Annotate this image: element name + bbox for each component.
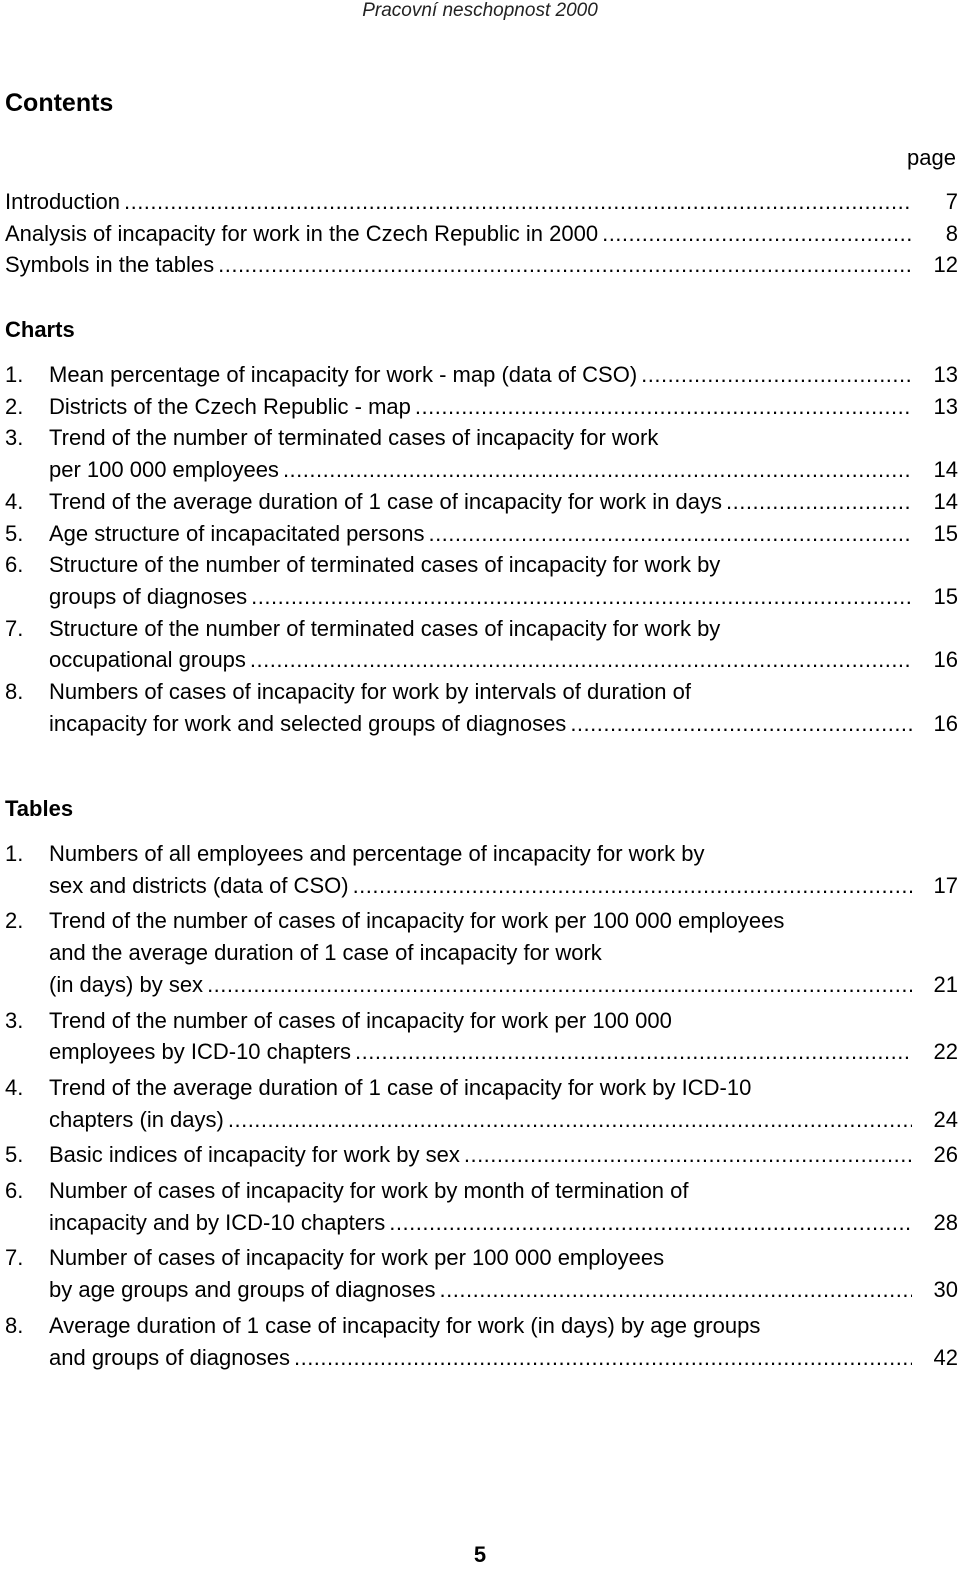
toc-entry-chart-7[interactable] [5,613,960,676]
toc-entry-table-8[interactable] [5,1310,960,1373]
toc-entry-title: chapters (in days) [49,1106,224,1132]
toc-entry-number: 5. [5,1142,24,1168]
dot-leader [415,391,912,423]
page-column-label: page [907,145,956,170]
toc-entry-title-line: Numbers of cases of incapacity for work by intervals of duration of [49,679,691,705]
toc-entry-title: incapacity and by ICD-10 chapters [49,1209,386,1235]
toc-entry-title: Analysis of incapacity for work in the Czech Republic in 2000 [5,220,599,246]
toc-entry-page-number: 16 [933,647,958,673]
toc-entry-page-number: 15 [933,583,958,609]
dot-leader [283,454,912,486]
toc-entry-table-3[interactable] [5,1005,960,1068]
toc-entry-number: 6. [5,552,24,578]
dot-leader [428,518,912,550]
toc-entry-title: employees by ICD-10 chapters [49,1039,352,1065]
toc-entry-page-number: 28 [933,1209,958,1235]
dot-leader [464,1139,912,1171]
toc-entry-table-2[interactable] [5,905,960,1000]
dot-leader [570,708,912,740]
toc-entry-page-number: 15 [933,520,958,546]
toc-entry-page-number: 24 [933,1106,958,1132]
toc-entry-title: Symbols in the tables [5,252,215,278]
toc-entry-chart-1[interactable] [5,359,960,391]
toc-tables-list [5,838,960,1373]
toc-entry-title: Mean percentage of incapacity for work - map (data of CSO) [49,362,638,387]
toc-entry-title-line: Structure of the number of terminated cases of incapacity for work by [49,615,721,641]
toc-entry-chart-6[interactable] [5,549,960,612]
toc-entry-page-number: 21 [933,971,958,997]
toc-entry-number: 6. [5,1178,24,1204]
toc-entry-title-line: Average duration of 1 case of incapacity for work (in days) by age groups [49,1312,761,1338]
toc-entry-table-5[interactable] [5,1139,960,1171]
toc-entry-page-number: 14 [933,457,958,483]
toc-entry-number: 4. [5,1074,24,1100]
dot-leader [207,969,912,1001]
toc-entry-title: groups of diagnoses [49,583,248,609]
toc-entry-page-number: 13 [933,362,958,387]
toc-entry-chart-4[interactable] [5,486,960,518]
toc-entry-chart-8[interactable] [5,676,960,739]
toc-entry-number: 8. [5,679,24,705]
dot-leader [726,486,912,518]
page-number: 5 [473,1542,487,1567]
toc-entry-title-line: Trend of the number of terminated cases of incapacity for work [49,425,659,451]
running-head: Pracovní neschopnost 2000 [362,0,598,21]
dot-leader [294,1342,912,1374]
toc-entry-number: 5. [5,520,24,546]
toc-entry-number: 3. [5,1007,24,1033]
toc-entry-table-7[interactable] [5,1242,960,1305]
toc-entry-symbols[interactable] [5,249,960,281]
toc-entry-chart-5[interactable] [5,518,960,550]
toc-entry-title: Districts of the Czech Republic - map [49,393,411,419]
dot-leader [389,1207,912,1239]
toc-entry-title-line: Numbers of all employees and percentage of incapacity for work by [49,841,705,866]
dot-leader [124,186,912,218]
toc-entry-title: Age structure of incapacitated persons [49,520,425,546]
toc-entry-title: occupational groups [49,647,246,673]
dot-leader [218,249,912,281]
toc-entry-table-6[interactable] [5,1175,960,1238]
toc-entry-title: Trend of the average duration of 1 case of incapacity for work in days [49,488,722,514]
toc-entry-introduction[interactable] [5,186,960,218]
dot-leader [353,870,912,902]
toc-entry-title-line: Structure of the number of terminated cases of incapacity for work by [49,552,721,578]
toc-entry-title: sex and districts (data of CSO) [49,872,349,898]
toc-entry-page-number: 7 [945,189,958,214]
dot-leader [251,581,912,613]
toc-entry-page-number: 22 [933,1039,958,1065]
toc-entry-title-line: Trend of the number of cases of incapacity for work per 100 000 [49,1007,672,1033]
toc-entry-title: Basic indices of incapacity for work by sex [49,1142,460,1168]
toc-entry-title: and groups of diagnoses [49,1344,290,1370]
page-title: Contents [5,89,114,117]
toc-entry-title: (in days) by sex [49,971,204,997]
toc-entry-title-line: and the average duration of 1 case of incapacity for work [49,940,602,966]
toc-entry-page-number: 12 [933,252,958,278]
toc-entry-page-number: 14 [933,488,958,514]
toc-entry-title-line: Number of cases of incapacity for work by month of termination of [49,1178,689,1204]
toc-intro-list [5,186,960,281]
dot-leader [440,1274,912,1306]
dot-leader [355,1036,912,1068]
section-heading-tables: Tables [5,796,74,821]
toc-entry-number: 7. [5,1245,24,1271]
toc-entry-number: 3. [5,425,24,451]
toc-entry-title-line: Trend of the number of cases of incapacity for work per 100 000 employees [49,908,785,934]
toc-entry-chart-3[interactable] [5,422,960,485]
toc-entry-table-1[interactable] [5,838,960,901]
dot-leader [250,644,912,676]
section-heading-charts: Charts [5,317,75,342]
toc-entry-title: Introduction [5,189,120,214]
toc-entry-number: 8. [5,1312,24,1338]
toc-entry-number: 2. [5,393,24,419]
toc-entry-page-number: 26 [933,1142,958,1168]
toc-entry-page-number: 17 [933,872,958,898]
dot-leader [602,218,912,250]
toc-entry-page-number: 8 [945,220,958,246]
toc-entry-chart-2[interactable] [5,391,960,423]
dot-leader [641,359,912,391]
toc-entry-title: incapacity for work and selected groups of diagnoses [49,710,567,736]
toc-entry-analysis[interactable] [5,218,960,250]
toc-entry-page-number: 13 [933,393,958,419]
toc-entry-title: per 100 000 employees [49,457,279,483]
toc-entry-number: 4. [5,488,24,514]
toc-charts-list [5,359,960,739]
dot-leader [228,1104,912,1136]
toc-entry-title-line: Number of cases of incapacity for work per 100 000 employees [49,1245,665,1271]
toc-entry-number: 1. [5,362,24,387]
toc-entry-table-4[interactable] [5,1072,960,1135]
toc-entry-number: 7. [5,615,24,641]
toc-entry-number: 1. [5,841,24,866]
toc-entry-title-line: Trend of the average duration of 1 case of incapacity for work by ICD-10 [49,1074,752,1100]
toc-entry-page-number: 16 [933,710,958,736]
toc-entry-number: 2. [5,908,24,934]
toc-entry-page-number: 30 [933,1277,958,1303]
toc-entry-page-number: 42 [933,1344,958,1370]
toc-entry-title: by age groups and groups of diagnoses [49,1277,436,1303]
